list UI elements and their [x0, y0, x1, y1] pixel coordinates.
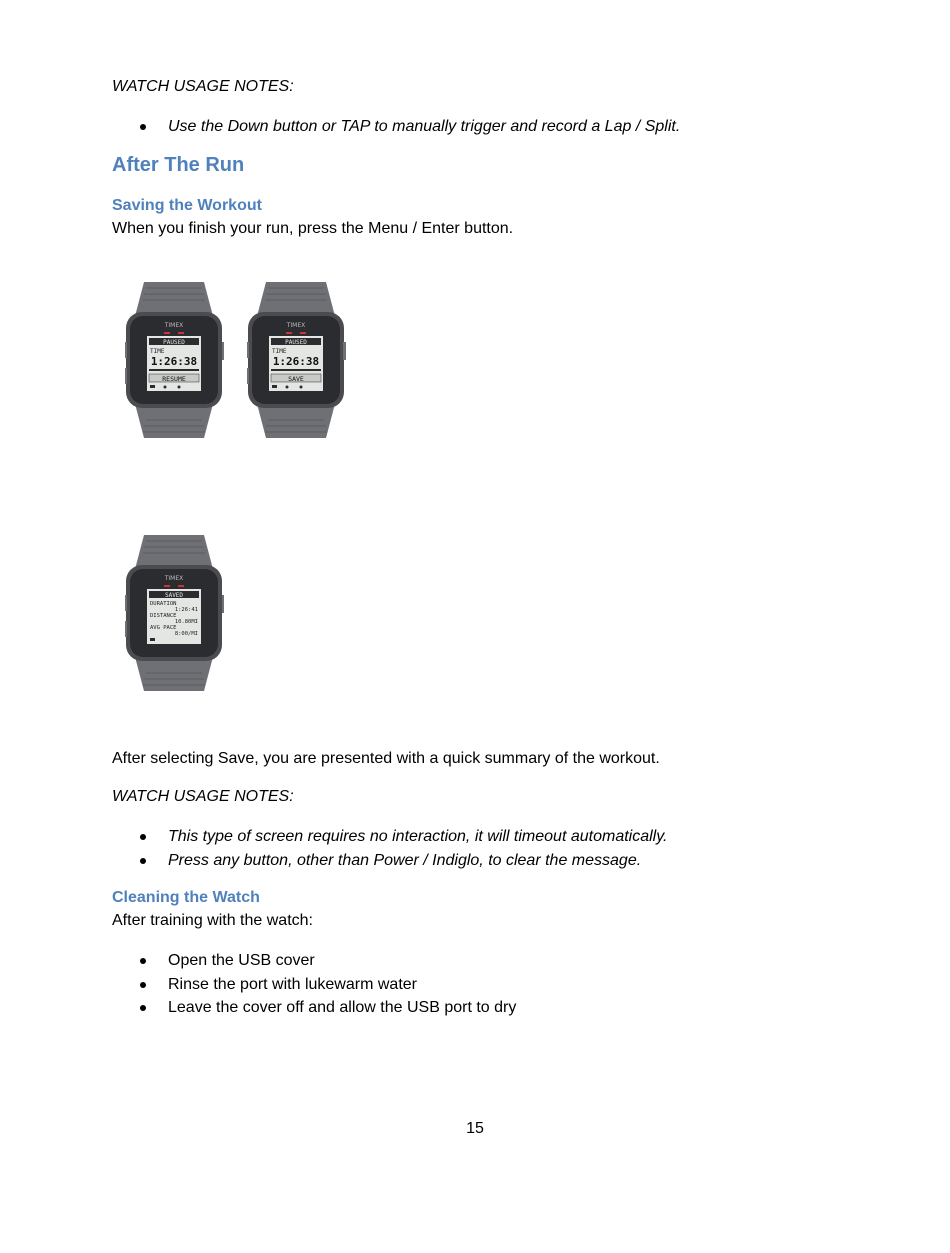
bullet-icon [140, 858, 146, 864]
usage-notes-list-2 [112, 825, 667, 872]
watch-header: PAUSED [163, 339, 185, 346]
cleaning-heading: Cleaning the Watch [112, 889, 260, 906]
watch-row-value: 8:00/MI [174, 631, 198, 637]
section-title: After The Run [112, 154, 245, 176]
watch-value: 1:26:38 [150, 355, 198, 368]
watch-row-label: DURATION [150, 601, 177, 607]
watch-row-label: DISTANCE [150, 613, 177, 619]
list-item: Leave the cover off and allow the USB port to dry [112, 996, 516, 1020]
watch-header: SAVED [164, 592, 184, 599]
watch-row-value: 1:26:41 [174, 607, 198, 613]
cleaning-body: After training with the watch: [112, 912, 313, 929]
bullet-icon [140, 834, 146, 840]
bullet-icon [140, 1005, 146, 1011]
summary-text: After selecting Save, you are presented with a quick summary of the workout. [112, 750, 660, 767]
watch-label: TIME [150, 348, 165, 355]
watch-brand: TIMEX [164, 575, 184, 582]
list-item: Rinse the port with lukewarm water [112, 973, 516, 997]
saving-heading: Saving the Workout [112, 197, 262, 214]
watch-image-saved-summary [124, 533, 224, 693]
list-item: Use the Down button or TAP to manually trigger and record a Lap / Split. [112, 115, 680, 139]
watch-row-label: AVG PACE [150, 625, 177, 631]
watch-value: 1:26:38 [272, 355, 320, 368]
list-item: Open the USB cover [112, 949, 516, 973]
watch-brand: TIMEX [164, 322, 184, 329]
watch-action: SAVE [288, 375, 304, 383]
watch-header: PAUSED [285, 339, 307, 346]
watch-image-resume [124, 280, 224, 440]
watch-row-value: 10.80MI [174, 619, 198, 625]
watch-image-save [246, 280, 346, 440]
page-number: 15 [466, 1120, 484, 1137]
saving-body: When you finish your run, press the Menu / Enter button. [112, 220, 514, 237]
usage-notes-heading-2: WATCH USAGE NOTES: [112, 788, 294, 805]
list-item: This type of screen requires no interaction, it will timeout automatically. [112, 825, 667, 849]
list-item: Press any button, other than Power / Indiglo, to clear the message. [112, 849, 667, 873]
watch-brand: TIMEX [286, 322, 306, 329]
watch-action: RESUME [162, 375, 186, 383]
watch-label: TIME [272, 348, 287, 355]
usage-notes-list-1 [112, 115, 680, 139]
bullet-icon [140, 982, 146, 988]
bullet-icon [140, 958, 146, 964]
bullet-icon [140, 124, 146, 130]
cleaning-list [112, 949, 516, 1020]
usage-notes-heading-1: WATCH USAGE NOTES: [112, 78, 294, 95]
